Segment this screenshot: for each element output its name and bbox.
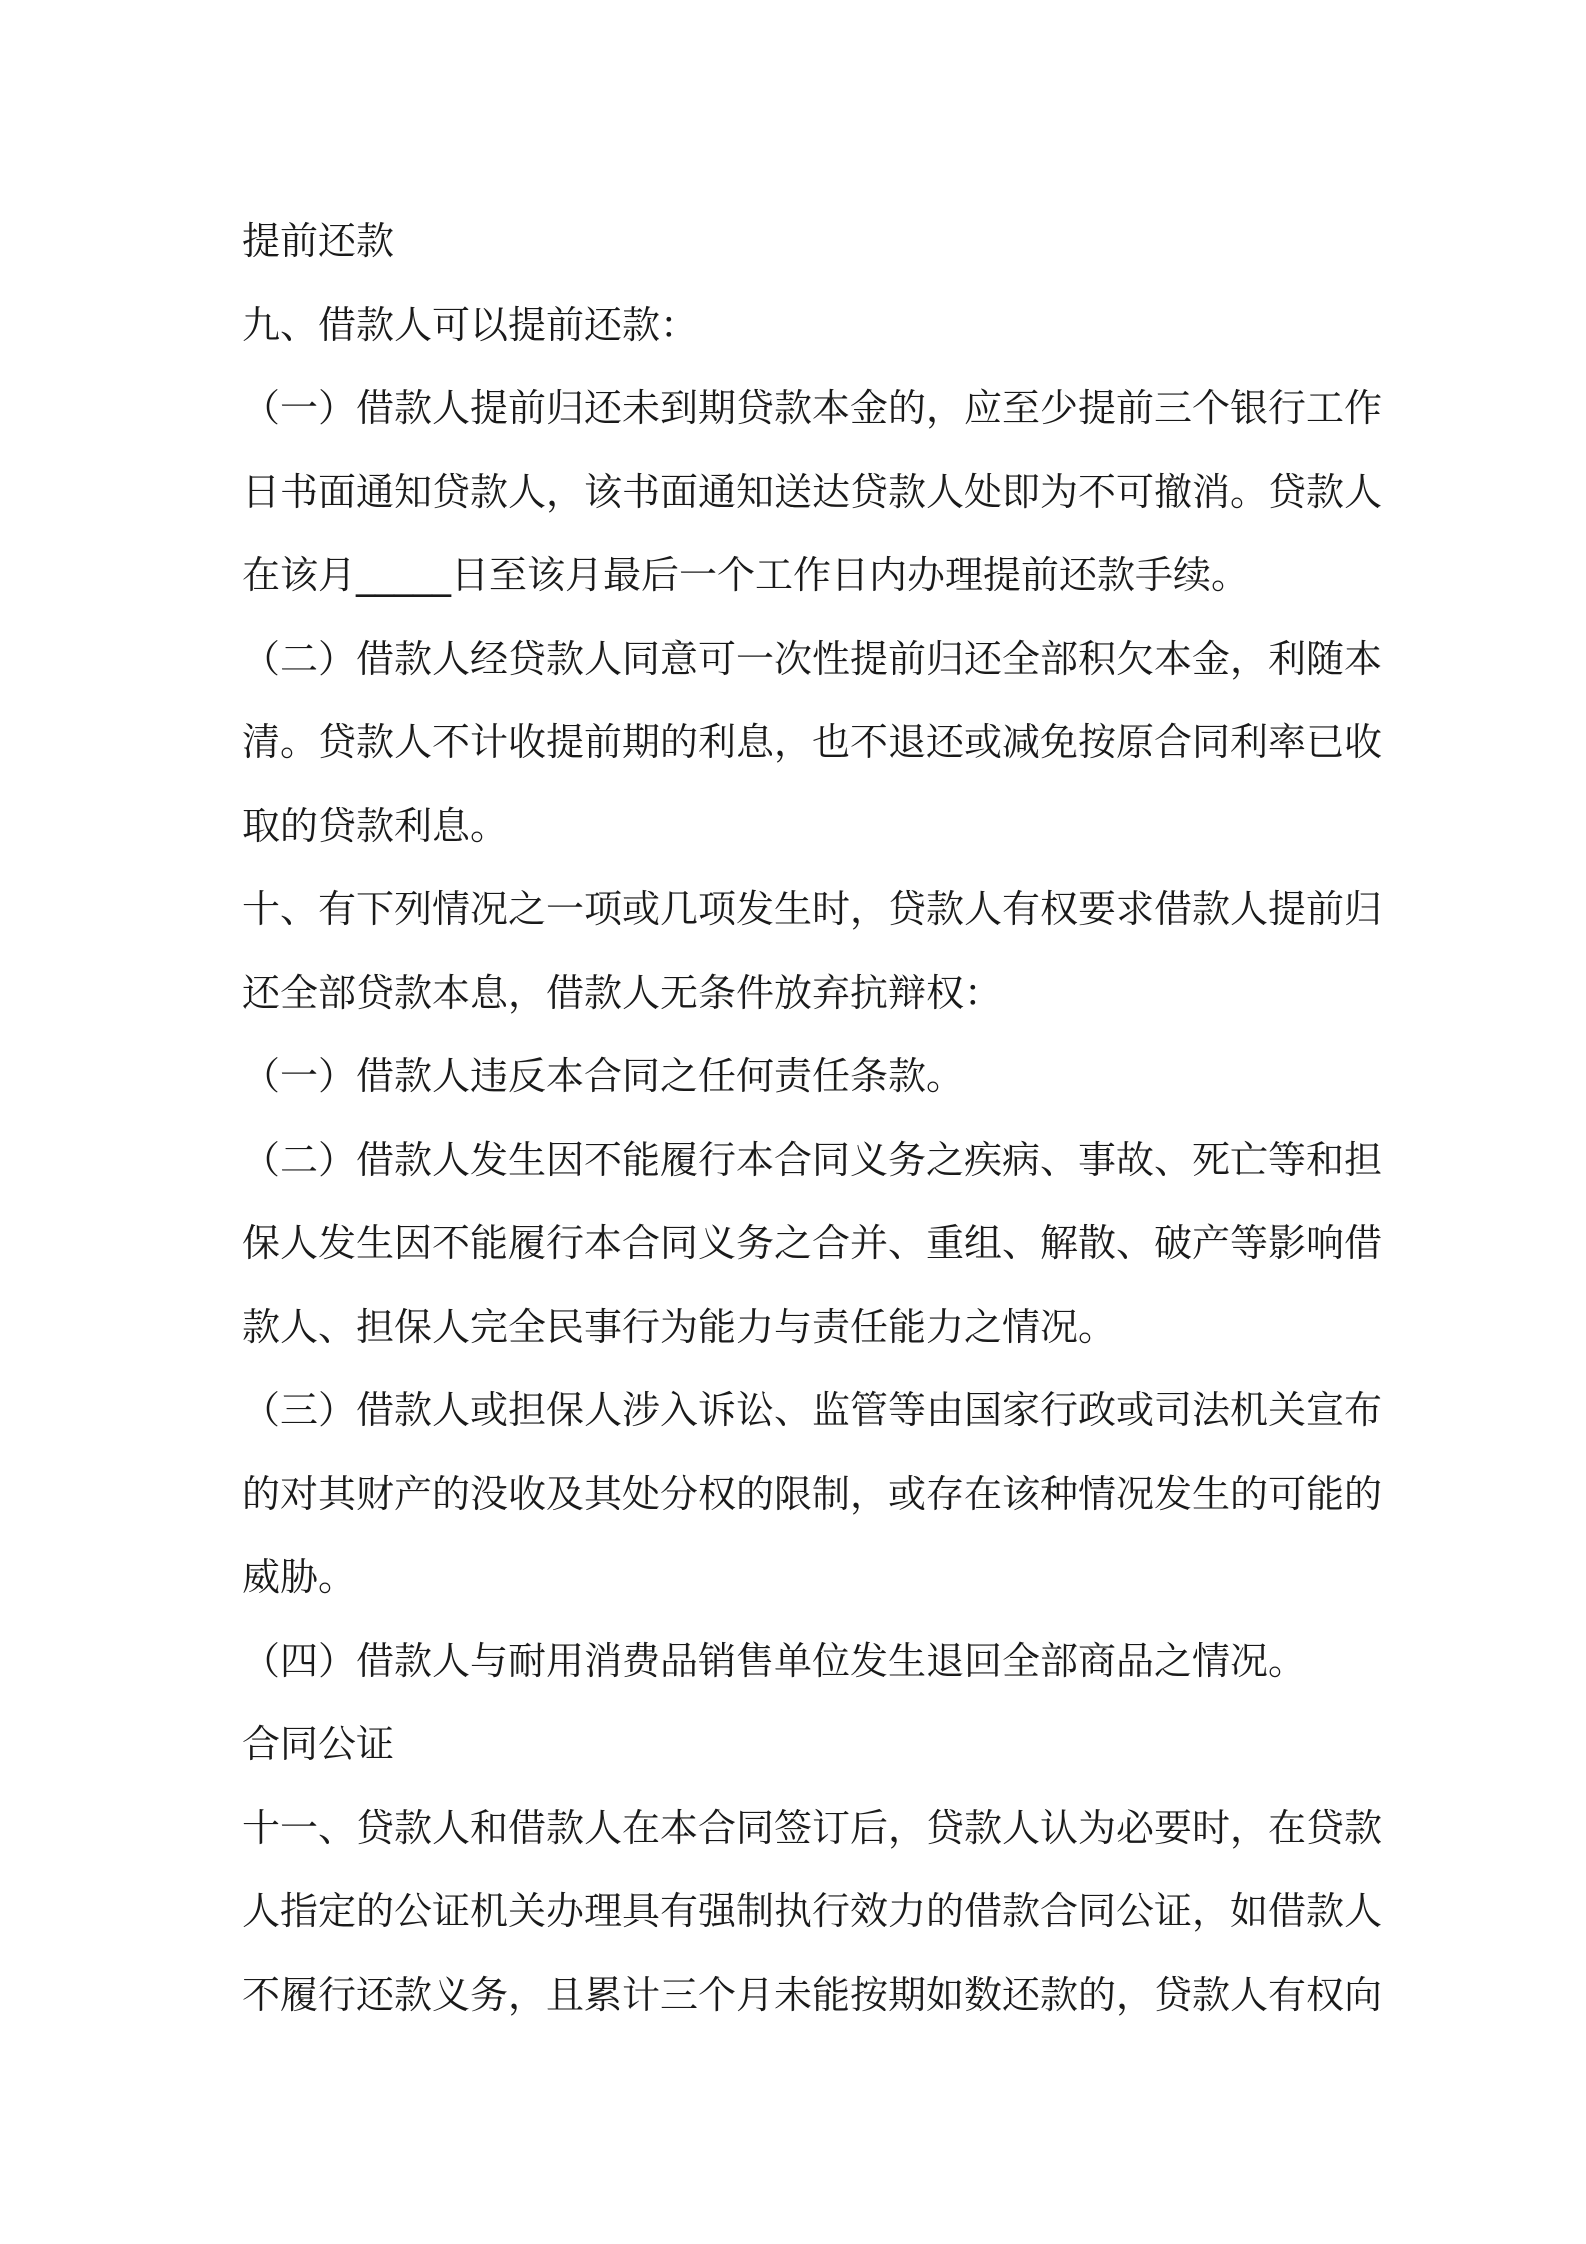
clause-9-2-line-2: 清。贷款人不计收提前期的利息，也不退还或减免按原合同利率已收 [242, 720, 1383, 764]
clause-10-line-1: 十、有下列情况之一项或几项发生时，贷款人有权要求借款人提前归 [242, 887, 1383, 931]
clause-10-3-line-3: 威胁。 [242, 1555, 357, 1599]
clause-9-1-line-1: （一）借款人提前归还未到期贷款本金的，应至少提前三个银行工作 [242, 386, 1383, 430]
clause-10-2-line-1: （二）借款人发生因不能履行本合同义务之疾病、事故、死亡等和担 [242, 1137, 1383, 1182]
document-body [242, 200, 1383, 2037]
clause-10-2-line-2: 保人发生因不能履行本合同义务之合并、重组、解散、破产等影响借 [242, 1221, 1383, 1265]
clause-10-line-2: 还全部贷款本息，借款人无条件放弃抗辩权： [242, 970, 1003, 1015]
clause-9-2-line-3: 取的贷款利息。 [242, 803, 509, 848]
clause-10-3-line-2: 的对其财产的没收及其处分权的限制，或存在该种情况发生的可能的 [242, 1471, 1383, 1516]
clause-9-2-line-1: （二）借款人经贷款人同意可一次性提前归还全部积欠本金，利随本 [242, 636, 1383, 681]
clause-11-line-3: 不履行还款义务，且累计三个月未能按期如数还款的，贷款人有权向 [242, 1972, 1383, 2017]
clause-10-3-line-1: （三）借款人或担保人涉入诉讼、监管等由国家行政或司法机关宣布 [242, 1388, 1383, 1432]
section-heading-prepayment: 提前还款 [242, 219, 395, 263]
clause-10-4: （四）借款人与耐用消费品销售单位发生退回全部商品之情况。 [242, 1638, 1307, 1683]
clause-11-line-1: 十一、贷款人和借款人在本合同签订后，贷款人认为必要时，在贷款 [242, 1805, 1383, 1850]
clause-9-1-line-3: 在该月_____日至该月最后一个工作日内办理提前还款手续。 [242, 553, 1250, 597]
clause-10-2-line-3: 款人、担保人完全民事行为能力与责任能力之情况。 [242, 1304, 1117, 1349]
section-heading-notarization: 合同公证 [242, 1722, 395, 1766]
clause-11-line-2: 人指定的公证机关办理具有强制执行效力的借款合同公证，如借款人 [242, 1889, 1383, 1933]
clause-9-1-line-2: 日书面通知贷款人，该书面通知送达贷款人处即为不可撤消。贷款人 [242, 469, 1383, 514]
clause-10-1: （一）借款人违反本合同之任何责任条款。 [242, 1054, 965, 1098]
clause-9-title: 九、借款人可以提前还款： [242, 302, 699, 347]
